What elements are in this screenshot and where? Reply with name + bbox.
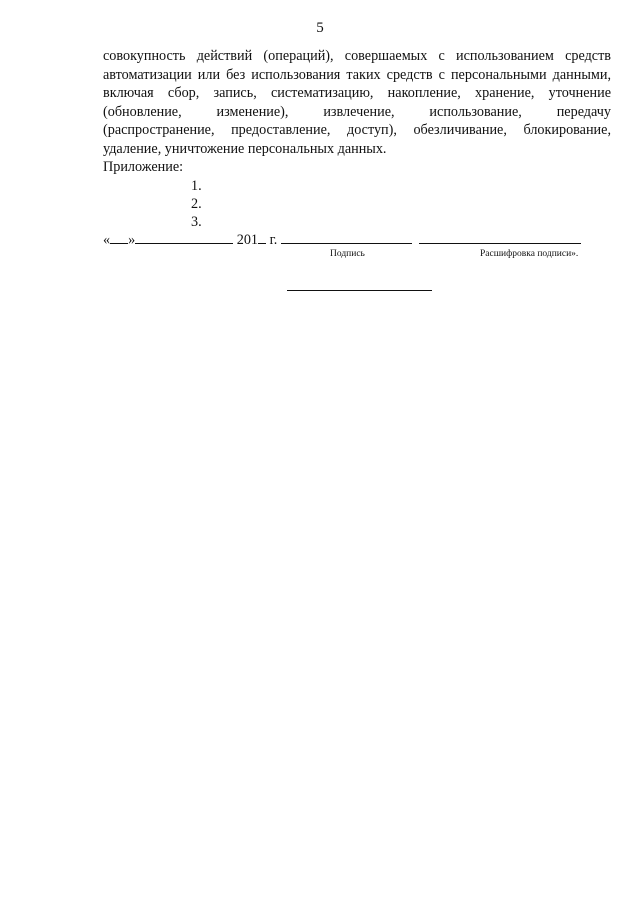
paragraph-line: удаление, уничтожение персональных данных. [103,140,387,157]
definition-paragraph [103,47,611,159]
end-separator-line [287,290,432,291]
appendix-list [191,177,202,231]
day-blank[interactable] [110,229,128,244]
appendix-item: 3. [191,214,202,230]
year-prefix: 201 [236,232,259,248]
appendix-label: Приложение: [103,159,184,175]
close-quote: » [128,232,136,248]
paragraph-line: (обновление, изменение), извлечение, использование, передачу [103,103,611,120]
paragraph-line: совокупность действий (операций), совершаемых с использованием средств [103,48,611,64]
appendix-item: 2. [191,196,202,212]
date-signature-line [103,229,277,249]
year-suffix: г. [269,232,278,248]
paragraph-line: (распространение, предоставление, доступ), обезличивание, блокирование, [103,122,611,139]
appendix-item: 1. [191,178,202,194]
signature-blank[interactable] [281,243,412,244]
decode-blank[interactable] [419,243,581,244]
decode-caption: Расшифровка подписи». [480,249,579,259]
year-blank[interactable] [258,229,266,244]
paragraph-line: автоматизации или без использования таких средств с персональными данными, [103,66,611,83]
page-number: 5 [316,20,324,36]
month-blank[interactable] [135,229,233,244]
open-quote: « [103,232,111,248]
signature-caption: Подпись [330,249,365,259]
paragraph-line: включая сбор, запись, систематизацию, накопление, хранение, уточнение [103,85,611,102]
